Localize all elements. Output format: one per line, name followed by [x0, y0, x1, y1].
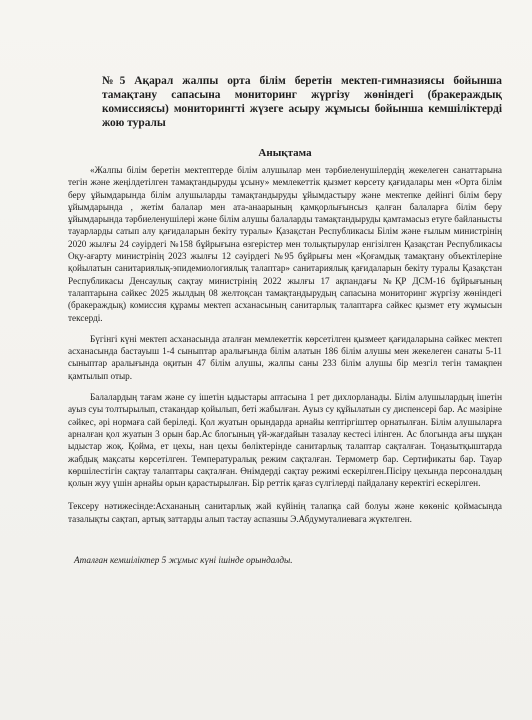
paragraph-current-status: Бүгінгі күні мектеп асханасында аталған мемлекеттік көрсетілген қызмеет қағидаларына сәйкес мектеп асханасында бастауыш 1-4 сыныптар аралығында білім алатын 186 білім алушы мен жекелеген санаты 5-11 сыныптар аралығында оқитын 47 білім алушы, жалпы саны 233 білім алушы бір мезгіл тегін тамақпен қамтылып отыр.: [68, 333, 502, 381]
paragraph-regulations: «Жалпы білім беретін мектептерде білім алушылар мен тәрбиеленушілердің жекелеген санаттарына тегін және жеңілдетілген тамақтандыруды ұсыну» мемлекеттік қызмет көрсету қағидалары мен «Орта білім беру ұйымдарында білім алушыларды тамақтандыруды ұйымдастыру және мектепке дейінгі білім беру ұйымдарында , жетім балалар мен ата-анаарының қамқорлығынсыз қалған балаларға білім беру ұйымдарында тәрбиеленушілері және білім алушы балаларды тамақтандыруды қамтамасыз етуге байланысты тауарларды сатып алу қағидаларын бекіту туралы» Қазақстан Республикасы Білім және ғылым министрінің 2020 жылғы 24 сәуірдегі №158 бұйрығына өзгерістер мен толықтырулар енгізілген Қазақстан Республикасы Оқу-ағарту министрінің 2023 жылғы 12 сәуірдегі №95 бұйрығы мен «Қоғамдық тамақтану объектілеріне қойылатын санитариялық-эпидемиологиялық талаптар» санитариялық қағидаларын бекіту туралы Қазақстан Республикасы Денсаулық сақтау министрінің 2022 жылғы 17 ақпандағы №ҚР ДСМ-16 бұйрығының талаптарына сәйкес 2025 жылдың 08 желтоқсан тамақтандырудың сапасына мониторинг жүргізу жөніндегі (бракераждық) комиссия құрамы мектеп асханасының санитарлық талаптарға сәйкес қызмет ету жұмысын тексерді.: [68, 165, 502, 323]
footer-note: Аталған кемшіліктер 5 жұмыс күні ішінде орындалды.: [74, 555, 293, 566]
paragraph-conclusion: Тексеру нәтижесінде:Асхананың санитарлық жай күйінің талапқа сай болуы және көкөніс қоймасында тазалықты сақтап, артық заттарды алып тастау аспазшы Э.Абдумуталиевага жүктелген.: [68, 501, 502, 524]
document-title: №5 Ақарал жалпы орта білім беретін мектеп-гимназиясы бойынша тамақтану сапасына мониторинг жүргізу жөніндегі (бракераждық комиссиясы) мониторингті жүзеге асыру жұмысы бойынша кемшіліктерді жою туралы: [102, 75, 502, 129]
paragraph-sanitary-details: Балалардың тағам және су ішетін ыдыстары аптасына 1 рет дихлорланады. Білім алушылардың ішетін ауыз суы толтырылып, стакандар қойылып, беті жабылған. Ауыз су құйылатын су диспенсері бар. Ас мәзіріне сәйкес, әрі нормаға сай беріледі. Қол жуатын орындарда арнайы кептіргіштер орнатылған. Білім алушыларға арналған қол жуатын 3 орын бар.Ас блогының үй-жағдайын тазалау кестесі ілінген. Ас блогында ағы шұқан ыдыстар жоқ. Қойма, ет цехы, нан цехы бөліктерінде санитарлық талаптар сақталған. Тоңазытқыштарда жабдық мақсаты көрсетілген. Температуралық режим сақталған. Термометр бар. Сертификаты бар. Тауар көршілестігін сақтау талаптары сақталған. Өнімдерді сақтау режимі ескерілген.Пісіру цехында персоналдың қолын жуу үшін арнайы орын қарастырылған. Бір реттік қағаз сүлгілерді пайдалану керектігі ескерілген.: [68, 392, 502, 489]
document-heading: Анықтама: [258, 147, 312, 159]
